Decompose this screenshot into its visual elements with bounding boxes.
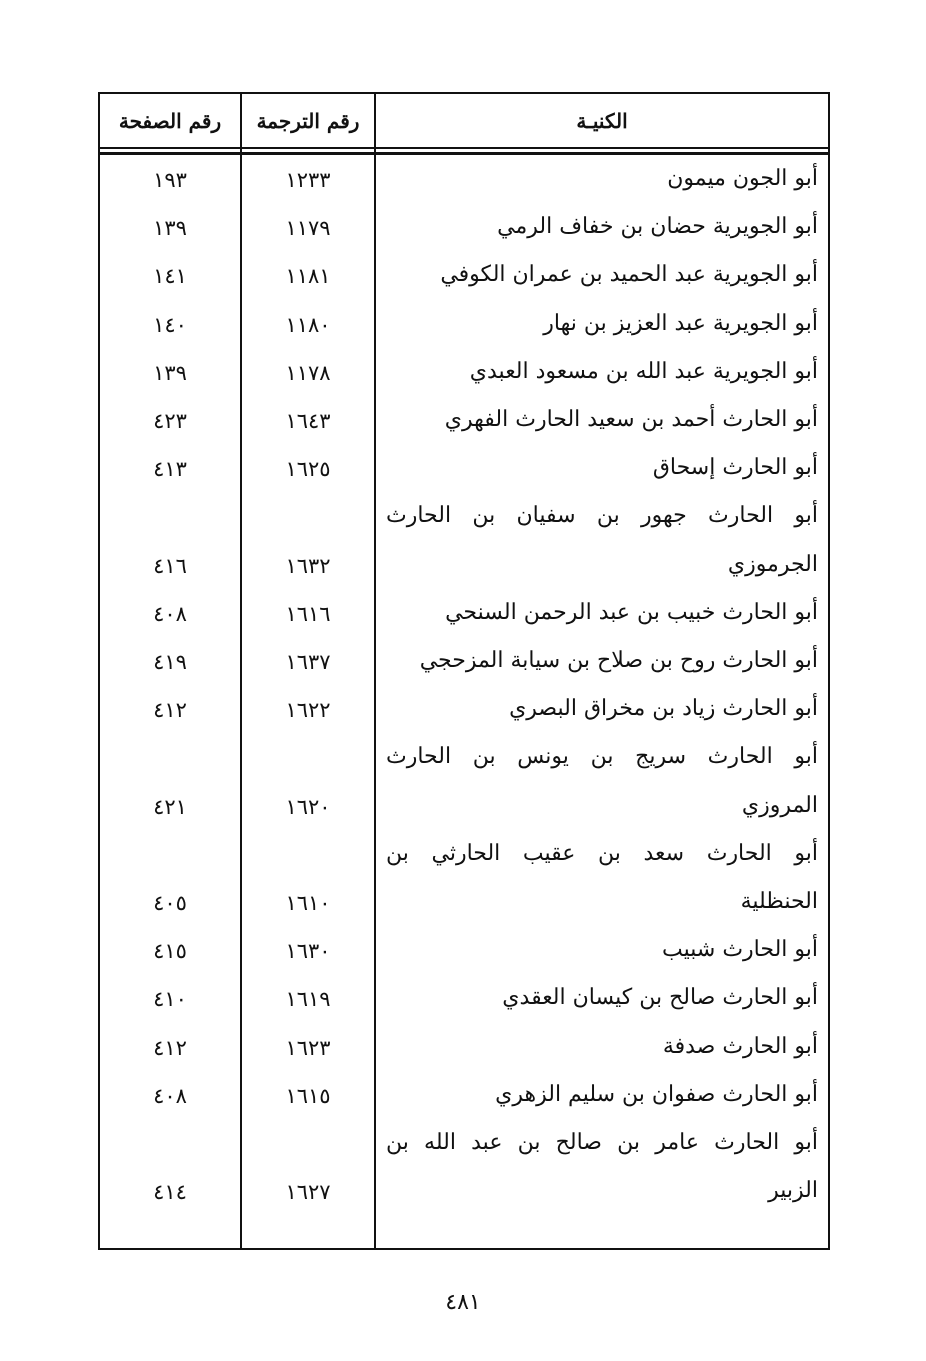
translation-number: ١٦٣٠: [285, 939, 331, 964]
kunya-name-continued: الحنظلية: [740, 889, 818, 914]
translation-number: ١٦١٦: [285, 601, 331, 626]
translation-number: ١٦٢٥: [285, 457, 331, 482]
kunya-name: أبو الحارث روح بن صلاح بن سيابة المزحجي: [419, 648, 818, 673]
header-kunya: الكنيـة: [576, 109, 628, 133]
page-number-cell: ١٤١: [153, 264, 187, 289]
page-number-cell: ٤١٢: [153, 1035, 187, 1060]
header-rule: [100, 147, 828, 149]
kunya-name: أبو الحارث أحمد بن سعيد الحارث الفهري: [444, 407, 818, 432]
kunya-name: أبو الحارث سريج بن يونس بن الحارث: [386, 744, 818, 770]
kunya-name: أبو الحارث إسحاق: [652, 455, 818, 481]
kunya-name: أبو الحارث سعد بن عقيب الحارثي بن: [386, 840, 818, 866]
page-number-cell: ٤٢٣: [153, 409, 187, 433]
kunya-name: أبو الحارث شبيب: [662, 937, 818, 963]
translation-number: ١٦٣٧: [285, 650, 331, 674]
page-number-cell: ١٣٩: [153, 360, 187, 385]
page-number-cell: ٤٠٨: [153, 1083, 187, 1108]
kunya-name: أبو الحارث جهور بن سفيان بن الحارث: [386, 503, 818, 529]
header-translation-number: رقم الترجمة: [256, 109, 360, 133]
page-number-cell: ٤١٢: [153, 698, 187, 723]
page-number-cell: ٤١٥: [153, 939, 187, 964]
translation-number: ١٦١٠: [285, 891, 331, 915]
column-divider: [374, 94, 376, 1248]
kunya-name: أبو الجويرية حضان بن خفاف الرمي: [497, 214, 818, 240]
translation-number: ١٦٢٠: [285, 794, 331, 819]
translation-number: ١١٧٩: [285, 216, 331, 241]
header-page-number: رقم الصفحة: [118, 109, 222, 133]
page-number-cell: ٤٠٨: [153, 601, 187, 626]
page-number-cell: ٤١٤: [153, 1180, 187, 1205]
page-number-cell: ١٤٠: [153, 312, 187, 337]
kunya-name: أبو الحارث صالح بن كيسان العقدي: [502, 985, 818, 1011]
translation-number: ١٦٤٣: [285, 409, 331, 433]
translation-number: ١١٨١: [285, 264, 331, 289]
page-number-cell: ٤٢١: [153, 794, 187, 819]
translation-number: ١٦١٩: [285, 987, 331, 1012]
kunya-name: أبو الحارث صفوان بن سليم الزهري: [495, 1081, 818, 1107]
kunya-name: أبو الحارث عامر بن صالح بن عبد الله بن: [386, 1130, 818, 1155]
translation-number: ١٦٢٢: [285, 698, 331, 723]
kunya-name: أبو الجويرية عبد الحميد بن عمران الكوفي: [440, 262, 818, 288]
kunya-name-continued: الجرموزي: [727, 551, 818, 577]
page-number-cell: ٤١٣: [153, 457, 187, 482]
page-number-cell: ٤١٠: [153, 987, 187, 1012]
kunya-name: أبو الحارث صدفة: [662, 1033, 818, 1059]
page-number-cell: ٤١٦: [153, 553, 187, 578]
translation-number: ١١٧٨: [285, 360, 331, 385]
page-number-cell: ١٣٩: [153, 216, 187, 241]
page-number-cell: ٤١٩: [153, 650, 187, 674]
translation-number: ١٢٣٣: [285, 168, 331, 192]
page-number-cell: ٤٠٥: [153, 891, 187, 915]
translation-number: ١٦٢٧: [285, 1180, 331, 1205]
kunya-name: أبو الحارث خبيب بن عبد الرحمن السنحي: [445, 599, 818, 625]
translation-number: ١٦١٥: [285, 1083, 331, 1108]
kunya-name: أبو الجون ميمون: [667, 166, 818, 191]
header-double-rule: [100, 152, 828, 155]
index-table: [98, 92, 830, 1250]
translation-number: ١٦٣٢: [285, 553, 331, 578]
kunya-name-continued: المروزي: [741, 792, 818, 818]
page-number: ٤٨١: [445, 1290, 481, 1315]
kunya-name: أبو الجويرية عبد الله بن مسعود العبدي: [469, 358, 818, 384]
page-number-cell: ١٩٣: [153, 168, 187, 192]
kunya-name-continued: الزبير: [768, 1178, 818, 1204]
table-header: [100, 94, 828, 148]
translation-number: ١٦٢٣: [285, 1035, 331, 1060]
kunya-name: أبو الجويرية عبد العزيز بن نهار: [543, 310, 818, 336]
kunya-name: أبو الحارث زياد بن مخراق البصري: [509, 696, 818, 722]
translation-number: ١١٨٠: [285, 312, 331, 337]
